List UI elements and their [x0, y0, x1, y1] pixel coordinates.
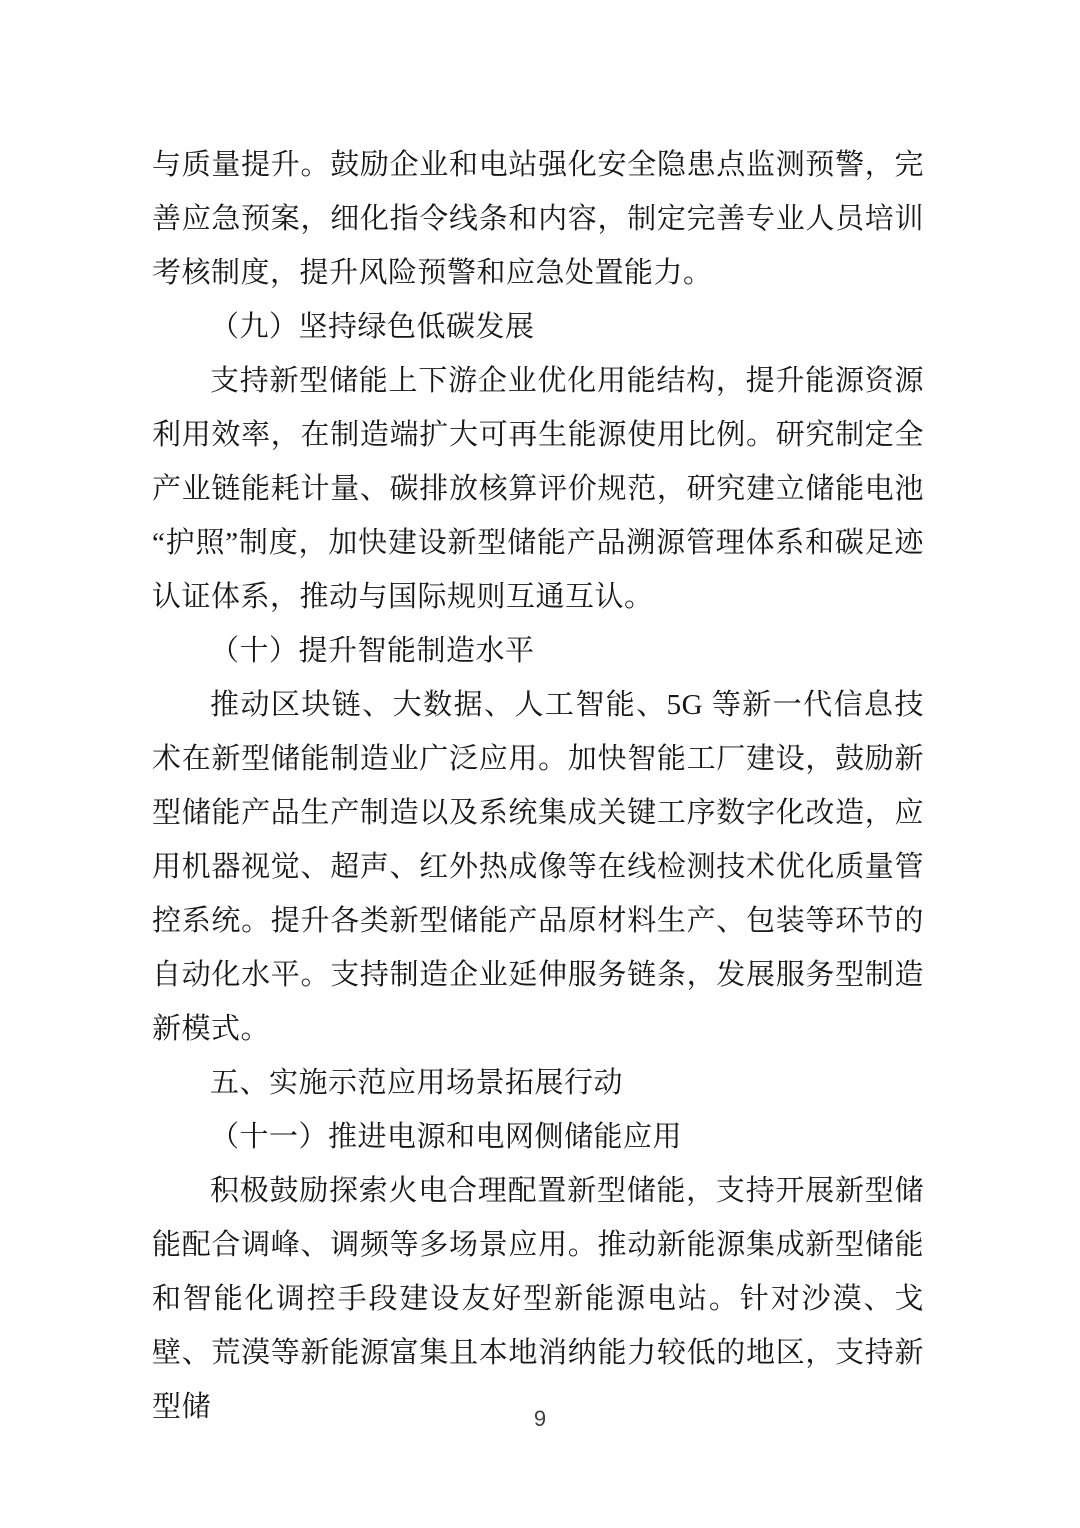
paragraph-power-grid-side-storage: 积极鼓励探索火电合理配置新型储能，支持开展新型储能配合调峰、调频等多场景应用。推动新能源集成新型储能和智能化调控手段建设友好型新能源电站。针对沙漠、戈壁、荒漠等新能源富集且本地消纳能力较低的地区，支持新型储 [152, 1175, 924, 1423]
page-number: 9 [533, 1406, 547, 1431]
subheading-item-10-smart-manufacturing: （十）提升智能制造水平 [210, 635, 535, 667]
subheading-item-9-green-low-carbon: （九）坚持绿色低碳发展 [210, 311, 535, 343]
paragraph-green-low-carbon: 支持新型储能上下游企业优化用能结构，提升能源资源利用效率，在制造端扩大可再生能源使用比例。研究制定全产业链能耗计量、碳排放核算评价规范，研究建立储能电池“护照”制度，加快建设新型储能产品溯源管理体系和碳足迹认证体系，推动与国际规则互通互认。 [152, 365, 924, 613]
paragraph-smart-manufacturing: 推动区块链、大数据、人工智能、5G 等新一代信息技术在新型储能制造业广泛应用。加快智能工厂建设，鼓励新型储能产品生产制造以及系统集成关键工序数字化改造，应用机器视觉、超声、红外热成像等在线检测技术优化质量管控系统。提升各类新型储能产品原材料生产、包装等环节的自动化水平。支持制造企业延伸服务链条，发展服务型制造新模式。 [152, 689, 924, 1045]
subheading-item-11-power-grid-side-storage: （十一）推进电源和电网侧储能应用 [210, 1121, 683, 1153]
paragraph-safety-continuation: 与质量提升。鼓励企业和电站强化安全隐患点监测预警，完善应急预案，细化指令线条和内容，制定完善专业人员培训考核制度，提升风险预警和应急处置能力。 [152, 149, 924, 289]
document-body [152, 138, 924, 1434]
section-heading-5-demonstration-scenarios: 五、实施示范应用场景拓展行动 [210, 1067, 624, 1099]
